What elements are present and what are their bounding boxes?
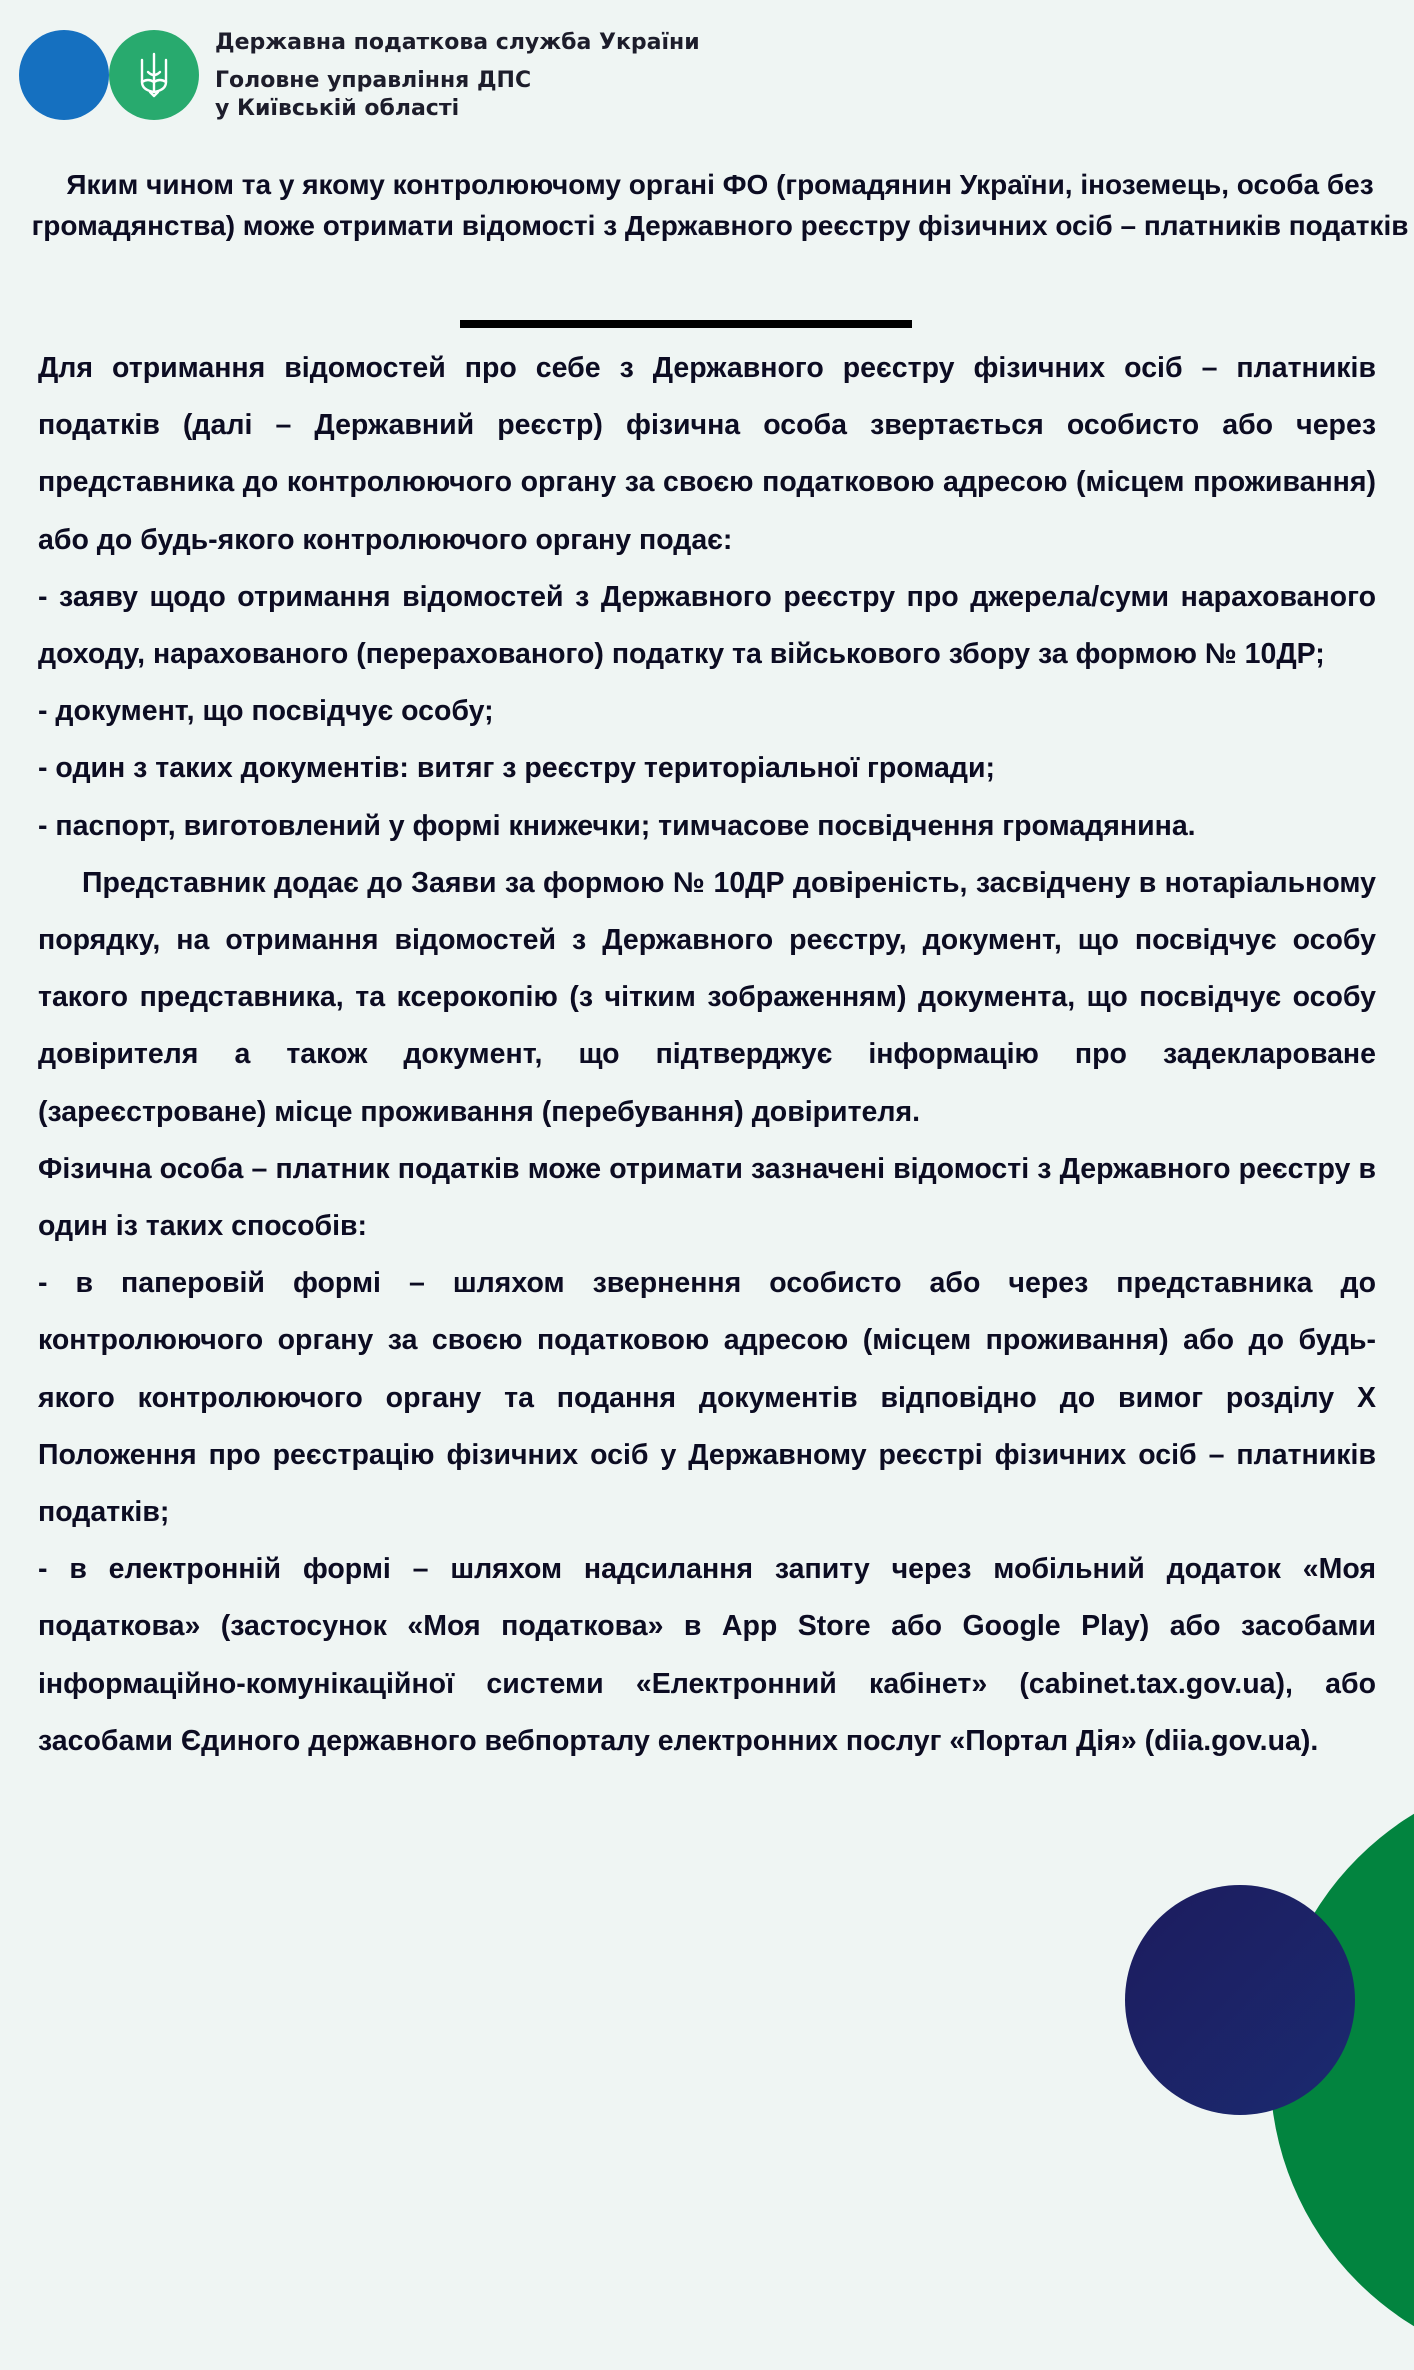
page-title: Яким чином та у якому контролюючому органі ФО (громадянин України, іноземець, особа без громадянства) може отримати відомості з Державного реєстру фізичних осіб – платників податків [31,169,1409,241]
org-name: Державна податкова служба України [215,30,700,55]
list-item-registry-extract: - один з таких документів: витяг з реєстру територіальної громади; [38,752,995,785]
decorative-navy-circle [1125,1885,1355,2115]
org-department [215,67,531,123]
org-department-line2: у Київській області [215,96,460,121]
logo-blue-circle [19,30,109,120]
list-item-paper-form: - в паперовій формі – шляхом звернення особисто або через представника до контролюючого органу за своєю податковою адресою (місцем проживання) або до будь-якого контролюючого органу та подання документів відповідно до вимог розділу X Положення про реєстрацію фізичних осіб у Державному реєстрі фізичних осіб – платників податків; [38,1267,1376,1529]
list-item-application: - заяву щодо отримання відомостей з Державного реєстру про джерела/суми нарахованого доходу, нарахованого (перерахованого) податку та військового збору за формою № 10ДР; [38,580,1376,671]
body-text [38,340,1376,1770]
paragraph-representative: Представник додає до Заяви за формою № 10ДР довіреність, засвідчену в нотаріальному порядку, на отримання відомостей з Державного реєстру, документ, що посвідчує особу такого представника, та ксерокопію (з чітким зображенням) документа, що посвідчує особу довірителя а також документ, що підтверджує інформацію про задеклароване (зареєстроване) місце проживання (перебування) довірителя. [38,866,1376,1128]
trident-icon [139,52,169,98]
list-item-passport: - паспорт, виготовлений у формі книжечки; тимчасове посвідчення громадянина. [38,809,1196,842]
header [19,30,919,130]
title-divider [460,320,912,328]
paragraph-methods: Фізична особа – платник податків може отримати зазначені відомості з Державного реєстру в один із таких способів: [38,1152,1376,1243]
org-department-line1: Головне управління ДПС [215,68,532,93]
list-item-id-document: - документ, що посвідчує особу; [38,695,494,728]
logo-green-circle [109,30,199,120]
list-item-electronic-form: - в електронній формі – шляхом надсилання запиту через мобільний додаток «Моя податкова» (застосунок «Моя податкова» в App Store або Google Play) або засобами інформаційно-комунікаційної системи «Електронний кабінет» (cabinet.tax.gov.ua), або засобами Єдиного державного вебпорталу електронних послуг «Портал Дія» (diia.gov.ua). [38,1553,1376,1757]
paragraph-intro: Для отримання відомостей про себе з Державного реєстру фізичних осіб – платників податків (далі – Державний реєстр) фізична особа звертається особисто або через представника до контролюючого органу за своєю податковою адресою (місцем проживання) або до будь-якого контролюючого органу подає: [38,352,1376,556]
